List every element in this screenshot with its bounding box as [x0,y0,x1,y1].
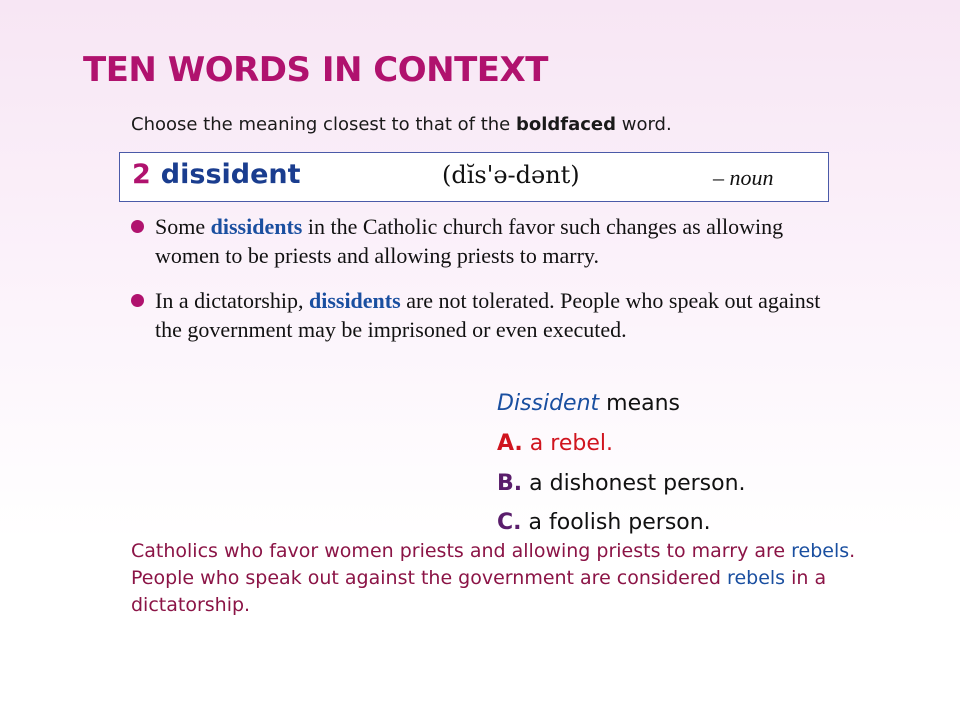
sentence-after: are not tolerated. People who speak out against the government may be imprisoned or even executed. [155,288,821,342]
word-number: 2 [132,159,151,190]
choice-b[interactable] [497,469,746,499]
instruction-text [131,114,672,135]
instruction-after: word. [616,114,672,135]
question-prompt [497,389,680,419]
choice-letter: C. [497,510,522,535]
example-sentence-1 [131,212,831,270]
explanation-part: in a dictatorship. [131,567,827,616]
sentence-before: In a dictatorship, [155,288,309,313]
explanation-part: . People who speak out against the government are considered [131,540,856,589]
bullet-icon [131,294,144,307]
choice-text: a foolish person. [521,510,711,535]
example-sentence-2 [131,286,831,344]
choice-text: a rebel. [522,431,613,456]
sentence-highlight: dissidents [308,288,401,313]
explanation-keyword: rebels [791,540,850,562]
explanation-part: Catholics who favor women priests and allowing priests to marry are [131,540,792,562]
sentence-after: in the Catholic church favor such changes as allowing women to be priests and allowing priests to marry. [155,214,784,268]
instruction-bold: boldfaced [515,114,617,135]
choice-c[interactable] [497,508,711,538]
choice-text: a dishonest person. [522,471,746,496]
bullet-icon [131,220,144,233]
choice-letter: A. [497,431,523,456]
explanation-keyword: rebels [727,567,786,589]
pronunciation: (dĭs'ə-dənt) [442,161,580,189]
choice-a[interactable] [497,429,613,459]
part-of-speech: – noun [713,165,774,190]
question-word: Dissident [497,391,600,416]
question-rest: means [599,391,681,416]
choice-letter: B. [497,471,523,496]
word-heading [132,159,301,190]
answer-explanation [131,538,871,619]
sentence-highlight: dissidents [210,214,303,239]
vocabulary-word-card [119,152,829,202]
page-title: TEN WORDS IN CONTEXT [83,50,548,90]
vocabulary-word: dissident [160,159,301,190]
instruction-before: Choose the meaning closest to that of the [131,114,516,135]
sentence-before: Some [155,214,211,239]
